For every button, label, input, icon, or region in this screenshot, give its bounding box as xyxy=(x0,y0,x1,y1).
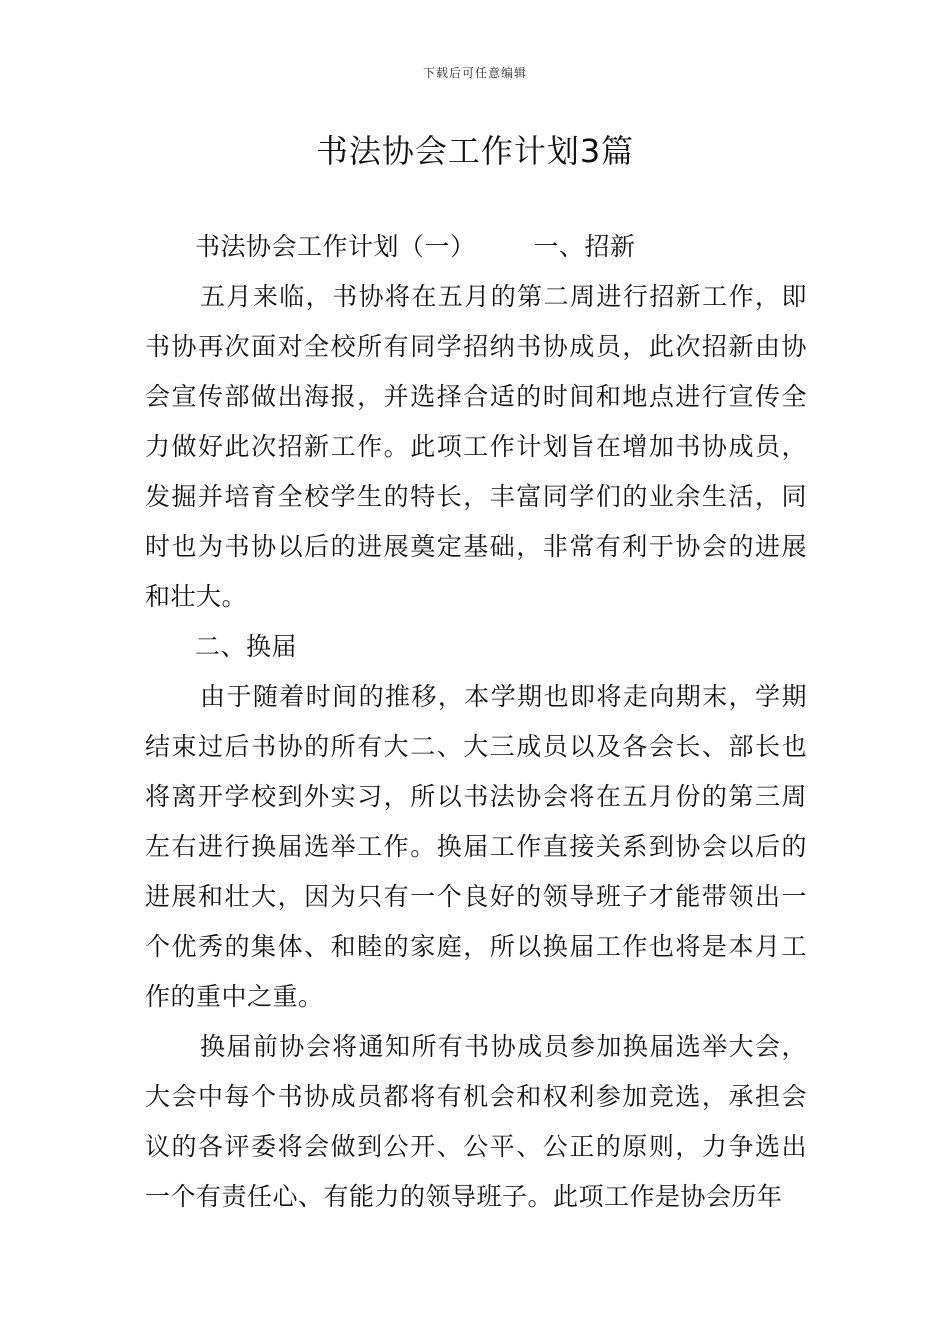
section-line xyxy=(145,222,807,272)
paragraph-handover-1: 由于随着时间的推移，本学期也即将走向期末，学期结束过后书协的所有大二、大三成员以及各会长、部长也将离开学校到外实习，所以书法协会将在五月份的第三周左右进行换届选举工作。换届工作直接关系到协会以后的进展和壮大，因为只有一个良好的领导班子才能带领出一个优秀的集体、和睦的家庭，所以换届工作也将是本月工作的重中之重。 xyxy=(145,682,807,1011)
section-heading-recruit: 一、招新 xyxy=(533,232,636,261)
section-part-label: 书法协会工作计划（一） xyxy=(195,232,476,261)
document-body xyxy=(145,222,807,1222)
document-title: 书法协会工作计划3篇 xyxy=(315,132,635,170)
header-note: 下载后可任意编辑 xyxy=(422,66,527,80)
paragraph-handover-2: 换届前协会将通知所有书协成员参加换届选举大会，大会中每个书协成员都将有机会和权利参加竞选，承担会议的各评委将会做到公开、公平、公正的原则，力争选出一个有责任心、有能力的领导班子。此项工作是协会历年 xyxy=(145,1032,807,1211)
section-heading-handover: 二、换届 xyxy=(195,632,298,661)
paragraph-recruit: 五月来临，书协将在五月的第二周进行招新工作，即书协再次面对全校所有同学招纳书协成员，此次招新由协会宣传部做出海报，并选择合适的时间和地点进行宣传全力做好此次招新工作。此项工作计划旨在增加书协成员，发掘并培育全校学生的特长，丰富同学们的业余生活，同时也为书协以后的进展奠定基础，非常有利于协会的进展和壮大。 xyxy=(145,282,807,611)
